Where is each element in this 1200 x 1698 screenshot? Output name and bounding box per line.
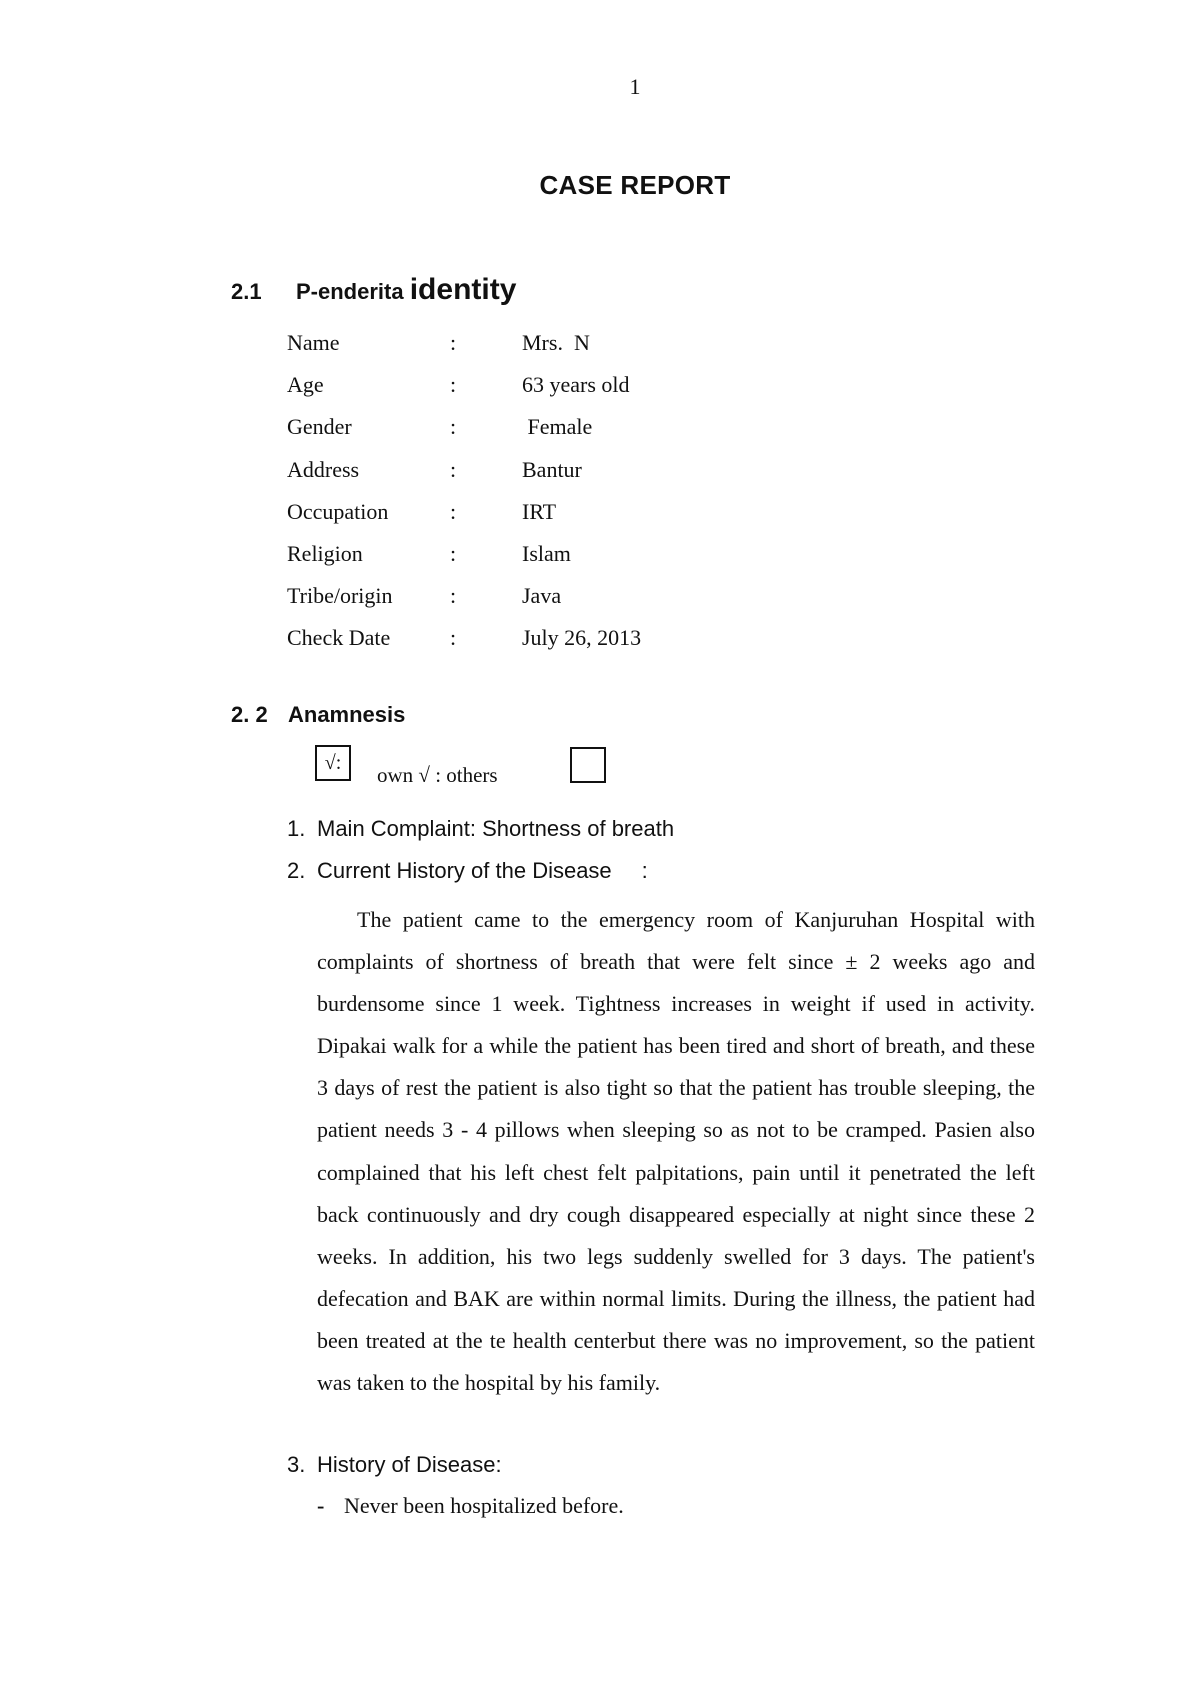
section-number: 2. 2 <box>231 702 268 727</box>
section-heading-anamnesis <box>231 702 405 728</box>
identity-value: Mrs. N <box>522 330 590 355</box>
list-item-current-history <box>287 858 648 884</box>
list-text: Current History of the Disease <box>317 858 612 883</box>
list-text: History of Disease: <box>317 1452 502 1477</box>
section-heading-identity <box>231 273 516 307</box>
identity-value: Islam <box>522 540 571 566</box>
document-title: CASE REPORT <box>539 170 731 200</box>
identity-label: Religion <box>287 540 363 566</box>
current-history-paragraph: The patient came to the emergency room of Kanjuruhan Hospital with complaints of shortness of breath that were felt since ± 2 weeks ago and burdensome since 1 week. Tightness increases in weight if used in activity. Dipakai walk for a while the patient has been tired and short of breath, and these 3 days of rest the patient is also tight so that the patient has trouble sleeping, the patient needs 3 - 4 pillows when sleeping so as not to be cramped. Pasien also complained that his left chest felt palpitations, pain until it penetrated the left back continuously and dry cough disappeared especially at night since these 2 weeks. In addition, his two legs suddenly swelled for 3 days. The patient's defecation and BAK are within normal limits. During the illness, the patient had been treated at the te health centerbut there was no improvement, so the patient was taken to the hospital by his family. <box>317 907 1035 1396</box>
identity-label: Age <box>287 372 324 398</box>
identity-value: Bantur <box>522 456 582 482</box>
list-colon: : <box>641 858 648 883</box>
identity-value: Female <box>522 414 593 440</box>
identity-colon: : <box>450 540 457 566</box>
identity-colon: : <box>450 372 457 398</box>
list-item-main-complaint <box>287 816 674 842</box>
section-heading-text: Anamnesis <box>288 702 406 727</box>
history-bullet-item <box>317 1493 624 1519</box>
identity-colon: : <box>450 583 457 609</box>
identity-row-tribe <box>287 575 641 617</box>
section-heading-prefix: P-enderita <box>296 279 404 304</box>
bullet-text: Never been hospitalized before. <box>344 1493 624 1518</box>
list-text: Main Complaint: Shortness of breath <box>317 816 675 841</box>
anamnesis-source-label: own √ : others <box>377 763 498 787</box>
identity-label: Gender <box>287 414 352 440</box>
list-index: 3. <box>287 1452 306 1477</box>
section-number: 2.1 <box>231 279 262 304</box>
identity-row-check-date <box>287 617 641 659</box>
identity-row-address <box>287 449 641 491</box>
identity-row-age <box>287 364 641 406</box>
identity-label: Occupation <box>287 498 389 524</box>
identity-label: Name <box>287 330 340 355</box>
own-checkbox[interactable]: √: <box>315 745 351 781</box>
identity-label: Address <box>287 456 360 482</box>
identity-colon: : <box>450 414 457 440</box>
identity-value: IRT <box>522 498 557 524</box>
identity-value: Java <box>522 583 562 609</box>
list-item-history-of-disease <box>287 1452 502 1478</box>
identity-label: Tribe/origin <box>287 583 393 609</box>
identity-colon: : <box>450 330 457 355</box>
section-heading-suffix: identity <box>409 273 517 306</box>
identity-label: Check Date <box>287 625 391 651</box>
identity-row-occupation <box>287 491 641 533</box>
page-number: 1 <box>629 74 641 99</box>
identity-row-gender <box>287 406 641 448</box>
identity-colon: : <box>450 498 457 524</box>
identity-colon: : <box>450 456 457 482</box>
list-index: 1. <box>287 816 306 841</box>
others-checkbox[interactable] <box>570 747 606 783</box>
bullet-dash: - <box>317 1493 325 1518</box>
identity-row-name <box>287 322 641 364</box>
identity-value: July 26, 2013 <box>522 625 642 651</box>
list-index: 2. <box>287 858 306 883</box>
identity-row-religion <box>287 533 641 575</box>
identity-colon: : <box>450 625 457 651</box>
identity-value: 63 years old <box>522 372 630 398</box>
patient-identity-table <box>287 322 641 660</box>
